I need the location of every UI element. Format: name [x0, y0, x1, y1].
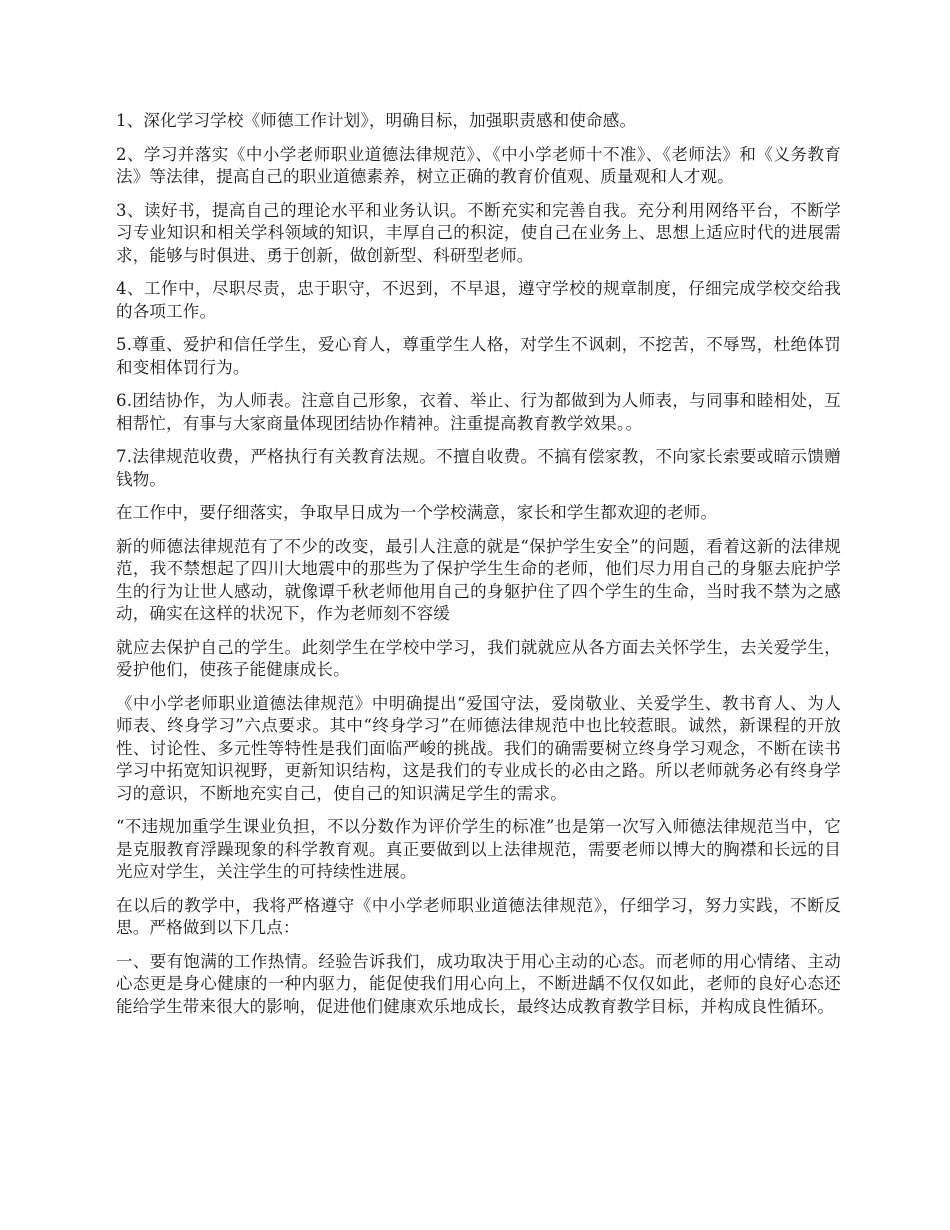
document-body [116, 110, 841, 1029]
paragraph-6: 6.团结协作，为人师表。注意自己形象，衣着、举止、行为都做到为人师表，与同事和睦相处，互相帮忙，有事与大家商量体现团结协作精神。注重提高教育教学效果。。 [116, 391, 841, 433]
paragraph-14: 一、要有饱满的工作热情。经验告诉我们，成功取决于用心主动的心态。而老师的用心情绪、主动心态更是身心健康的一种内驱力，能促使我们用心向上，不断进龋不仅仅如此，老师的良好心态还能给学生带来很大的影响，促进他们健康欢乐地成长，最终达成教育教学目标，并构成良性循环。 [116, 951, 841, 1016]
paragraph-4: 4、工作中，尽职尽责，忠于职守，不迟到，不早退，遵守学校的规章制度，仔细完成学校交给我的各项工作。 [116, 279, 841, 321]
paragraph-3: 3、读好书，提高自己的理论水平和业务认识。不断充实和完善自我。充分利用网络平台，不断学习专业知识和相关学科领域的知识，丰厚自己的积淀，使自己在业务上、思想上适应时代的进展需求，能够与时俱进、勇于创新，做创新型、科研型老师。 [116, 200, 841, 265]
paragraph-10: 就应去保护自己的学生。此刻学生在学校中学习，我们就就应从各方面去关怀学生，去关爱学生，爱护他们，使孩子能健康成长。 [116, 637, 841, 679]
paragraph-12: “不违规加重学生课业负担，不以分数作为评价学生的标准”也是第一次写入师德法律规范当中，它是克服教育浮躁现象的科学教育观。真正要做到以上法律规范，需要老师以博大的胸襟和长远的目光应对学生，关注学生的可持续性进展。 [116, 817, 841, 881]
paragraph-9: 新的师德法律规范有了不少的改变，最引人注意的就是“保护学生安全”的问题，看着这新的法律规范，我不禁想起了四川大地震中的那些为了保护学生生命的老师，他们尽力用自己的身躯去庇护学生的行为让世人感动，就像谭千秋老师他用自己的身躯护住了四个学生的生命，当时我不禁为之感动，确实在这样的状况下，作为老师刻不容缓 [116, 536, 841, 623]
paragraph-7: 7.法律规范收费，严格执行有关教育法规。不擅自收费。不搞有偿家教，不向家长索要或暗示馈赠钱物。 [116, 447, 841, 489]
paragraph-5: 5.尊重、爱护和信任学生，爱心育人，尊重学生人格，对学生不讽刺，不挖苦，不辱骂，杜绝体罚和变相体罚行为。 [116, 335, 841, 377]
paragraph-8: 在工作中，要仔细落实，争取早日成为一个学校满意，家长和学生都欢迎的老师。 [116, 503, 718, 522]
paragraph-11: 《中小学老师职业道德法律规范》中明确提出“爱国守法，爱岗敬业、关爱学生、教书育人、为人师表、终身学习”六点要求。其中“终身学习”在师德法律规范中也比较惹眼。诚然，新课程的开放性、讨论性、多元性等特性是我们面临严峻的挑战。我们的确需要树立终身学习观念，不断在读书学习中拓宽知识视野，更新知识结构，这是我们的专业成长的必由之路。所以老师就务必有终身学习的意识，不断地充实自己，使自己的知识满足学生的需求。 [116, 693, 841, 803]
paragraph-1: 1、深化学习学校《师德工作计划》，明确目标，加强职责感和使命感。 [116, 111, 637, 130]
paragraph-13: 在以后的教学中，我将严格遵守《中小学老师职业道德法律规范》，仔细学习，努力实践，不断反思。严格做到以下几点： [116, 895, 841, 937]
paragraph-2: 2、学习并落实《中小学老师职业道德法律规范》、《中小学老师十不准》、《老师法》和《义务教育法》等法律，提高自己的职业道德素养，树立正确的教育价值观、质量观和人才观。 [116, 144, 841, 186]
